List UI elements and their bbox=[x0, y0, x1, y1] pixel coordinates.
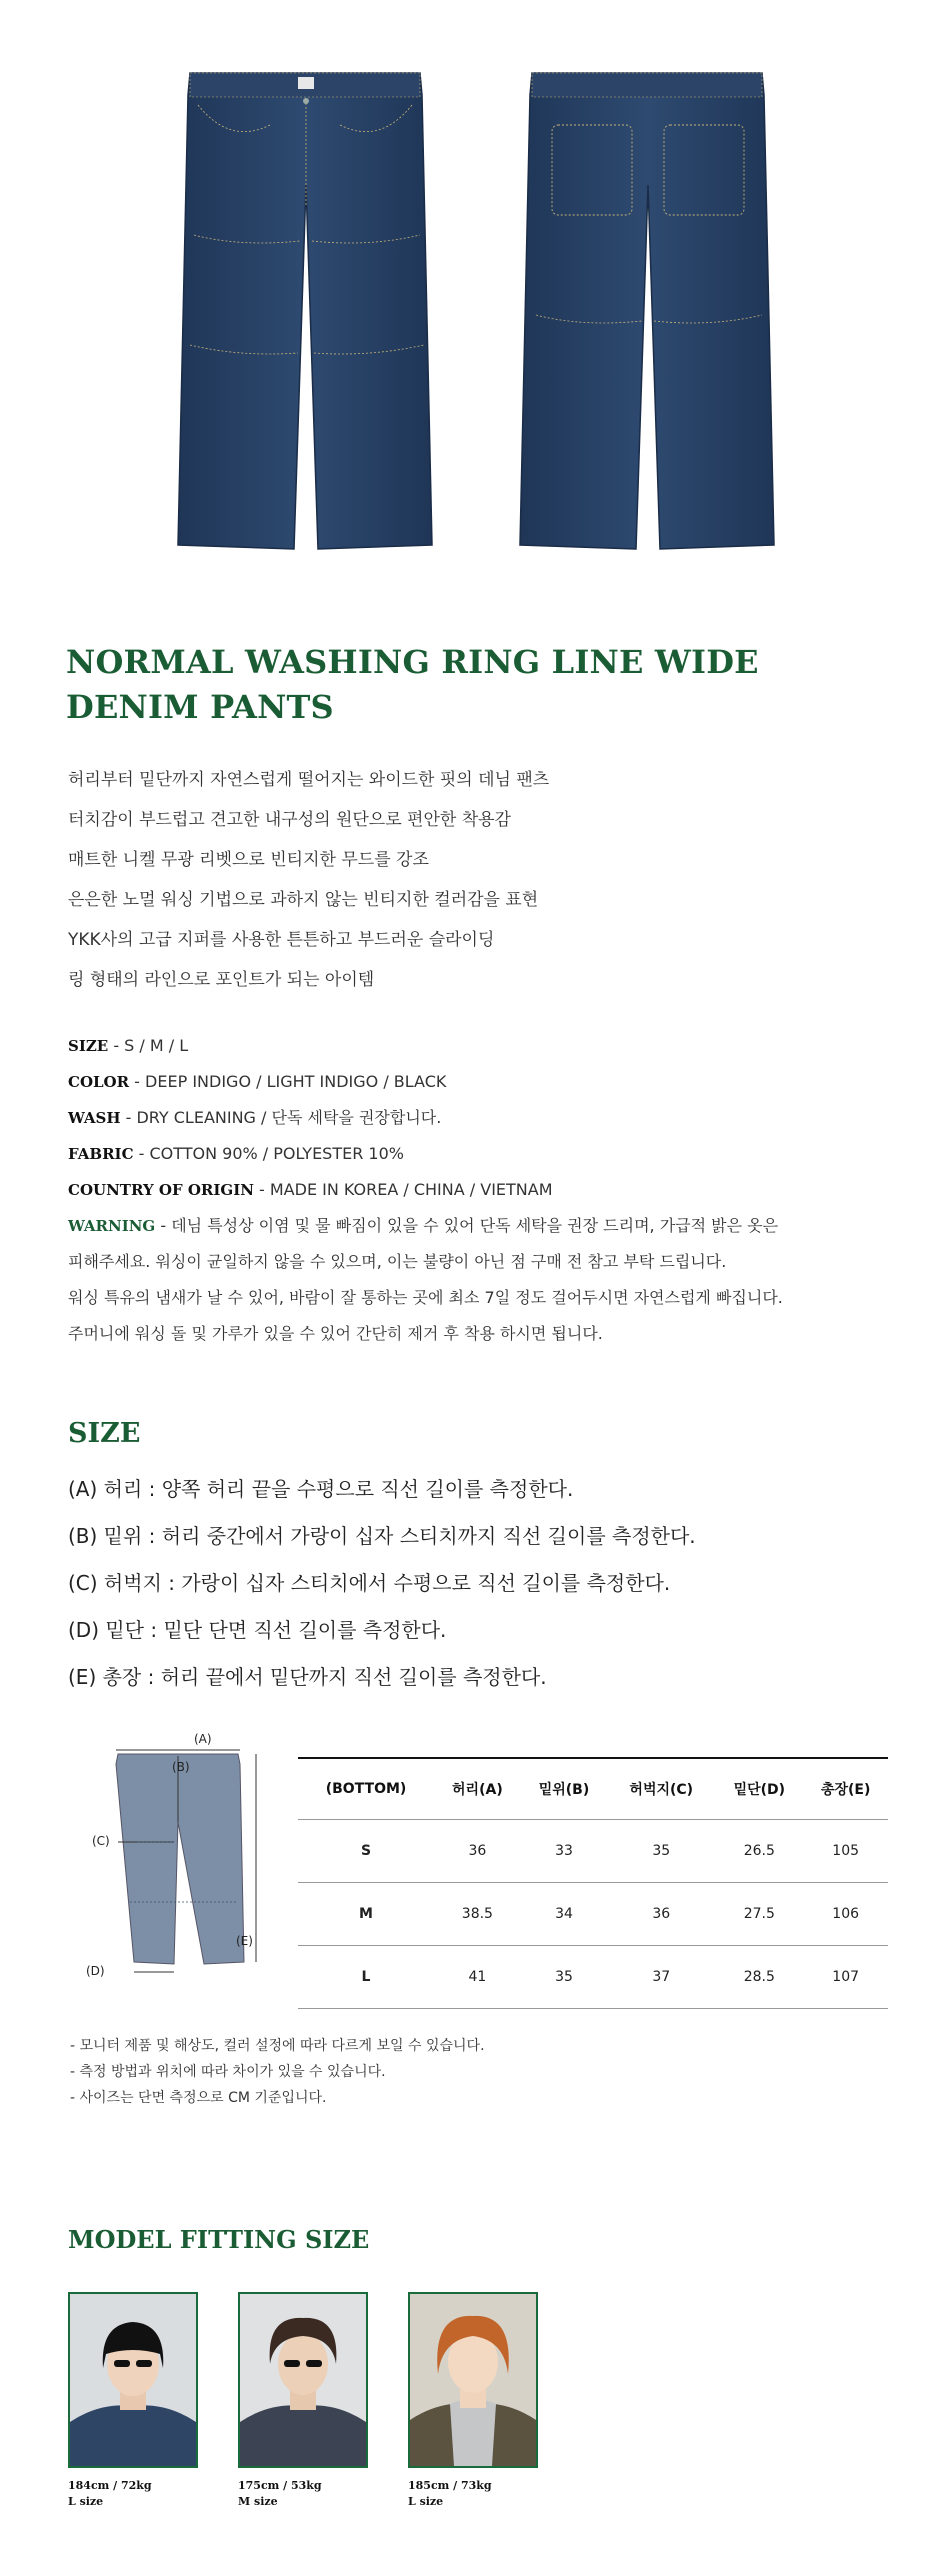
warning-text: - 데님 특성상 이염 및 물 빠짐이 있을 수 있어 단독 세탁을 권장 드리며, 가급적 밝은 옷은 bbox=[155, 1216, 779, 1235]
spec-warning-line: 워싱 특유의 냄새가 날 수 있어, 바람이 잘 통하는 곳에 최소 7일 정도 걸어두시면 자연스럽게 빠집니다. bbox=[68, 1288, 783, 1307]
model-size: L size bbox=[408, 2495, 444, 2508]
spec-key: COUNTRY OF ORIGIN bbox=[68, 1181, 254, 1199]
model-card bbox=[238, 2292, 368, 2510]
spec-fabric bbox=[68, 1136, 928, 1172]
spec-value: - DEEP INDIGO / LIGHT INDIGO / BLACK bbox=[129, 1072, 447, 1091]
description-line: 터치감이 부드럽고 견고한 내구성의 원단으로 편안한 착용감 bbox=[68, 810, 511, 830]
spec-value: - MADE IN KOREA / CHINA / VIETNAM bbox=[253, 1180, 553, 1199]
measure-line: (C) 허벅지 : 가랑이 십자 스티치에서 수평으로 직선 길이를 측정한다. bbox=[68, 1571, 671, 1595]
measure-line: (B) 밑위 : 허리 중간에서 가랑이 십자 스티치까지 직선 길이를 측정한다. bbox=[68, 1524, 696, 1548]
product-title-line1: NORMAL WASHING RING LINE WIDE bbox=[66, 643, 759, 681]
product-front-image bbox=[170, 65, 440, 565]
table-row bbox=[298, 1946, 888, 2009]
size-section-title: SIZE bbox=[68, 1418, 141, 1449]
table-cell: L bbox=[298, 1946, 434, 2009]
diagram-label-e: (E) bbox=[236, 1934, 253, 1948]
product-back-image bbox=[512, 65, 782, 565]
spec-color bbox=[68, 1064, 928, 1100]
spec-warning-line: 주머니에 워싱 돌 및 가루가 있을 수 있어 간단히 제거 후 착용 하시면 됩니다. bbox=[68, 1324, 603, 1343]
size-measure-guide bbox=[68, 1466, 888, 1701]
spec-key: SIZE bbox=[68, 1037, 109, 1055]
diagram-label-d: (D) bbox=[86, 1964, 105, 1978]
warning-key: WARNING bbox=[68, 1217, 156, 1235]
table-header-cell: 총장(E) bbox=[803, 1758, 888, 1820]
table-header-cell: 허벅지(C) bbox=[607, 1758, 715, 1820]
spec-size bbox=[68, 1028, 928, 1064]
table-header-cell: 허리(A) bbox=[434, 1758, 521, 1820]
spec-value: - COTTON 90% / POLYESTER 10% bbox=[133, 1144, 404, 1163]
product-spec bbox=[68, 1028, 928, 1352]
size-table-header bbox=[298, 1758, 888, 1820]
table-cell: 27.5 bbox=[715, 1883, 803, 1946]
description-line: 허리부터 밑단까지 자연스럽게 떨어지는 와이드한 핏의 데님 팬츠 bbox=[68, 770, 550, 790]
table-cell: 107 bbox=[803, 1946, 888, 2009]
table-cell: 34 bbox=[521, 1883, 607, 1946]
model-caption bbox=[68, 2478, 198, 2510]
table-cell: 38.5 bbox=[434, 1883, 521, 1946]
spec-warning-line: 피해주세요. 워싱이 균일하지 않을 수 있으며, 이는 불량이 아닌 점 구매 전 참고 부탁 드립니다. bbox=[68, 1252, 727, 1271]
table-cell: 35 bbox=[521, 1946, 607, 2009]
measure-line: (D) 밑단 : 밑단 단면 직선 길이를 측정한다. bbox=[68, 1618, 447, 1642]
model-fitting-title: MODEL FITTING SIZE bbox=[68, 2225, 370, 2254]
table-row bbox=[298, 1883, 888, 1946]
table-row bbox=[298, 1820, 888, 1883]
table-cell: S bbox=[298, 1820, 434, 1883]
note-line: - 사이즈는 단면 측정으로 CM 기준입니다. bbox=[70, 2090, 327, 2106]
table-cell: 41 bbox=[434, 1946, 521, 2009]
product-title-line2: DENIM PANTS bbox=[66, 688, 334, 726]
spec-wash bbox=[68, 1100, 928, 1136]
model-measure: 185cm / 73kg bbox=[408, 2479, 492, 2492]
model-card bbox=[68, 2292, 198, 2510]
spec-key: WASH bbox=[68, 1109, 121, 1127]
table-cell: 106 bbox=[803, 1883, 888, 1946]
spec-key: FABRIC bbox=[68, 1145, 134, 1163]
diagram-label-a: (A) bbox=[194, 1732, 212, 1746]
size-diagram bbox=[78, 1722, 278, 1982]
spec-value: - S / M / L bbox=[108, 1036, 189, 1055]
table-cell: 26.5 bbox=[715, 1820, 803, 1883]
model-caption bbox=[238, 2478, 368, 2510]
model-caption bbox=[408, 2478, 538, 2510]
table-cell: M bbox=[298, 1883, 434, 1946]
diagram-label-c: (C) bbox=[92, 1834, 110, 1848]
note-line: - 측정 방법과 위치에 따라 차이가 있을 수 있습니다. bbox=[70, 2064, 386, 2080]
model-measure: 175cm / 53kg bbox=[238, 2479, 322, 2492]
product-title bbox=[66, 640, 766, 730]
model-photo bbox=[408, 2292, 538, 2468]
spec-warning bbox=[68, 1208, 928, 1244]
spec-key: COLOR bbox=[68, 1073, 130, 1091]
model-photo bbox=[238, 2292, 368, 2468]
table-cell: 36 bbox=[607, 1883, 715, 1946]
table-cell: 36 bbox=[434, 1820, 521, 1883]
description-line: 매트한 니켈 무광 리벳으로 빈티지한 무드를 강조 bbox=[68, 850, 429, 870]
diagram-label-b: (B) bbox=[172, 1760, 190, 1774]
note-line: - 모니터 제품 및 해상도, 컬러 설정에 따라 다르게 보일 수 있습니다. bbox=[70, 2038, 485, 2054]
table-cell: 37 bbox=[607, 1946, 715, 2009]
table-cell: 105 bbox=[803, 1820, 888, 1883]
description-line: 은은한 노멀 워싱 기법으로 과하지 않는 빈티지한 컬러감을 표현 bbox=[68, 890, 539, 910]
size-notes bbox=[70, 2033, 770, 2111]
table-cell: 33 bbox=[521, 1820, 607, 1883]
spec-origin bbox=[68, 1172, 928, 1208]
model-measure: 184cm / 72kg bbox=[68, 2479, 152, 2492]
measure-line: (A) 허리 : 양쪽 허리 끝을 수평으로 직선 길이를 측정한다. bbox=[68, 1477, 574, 1501]
table-cell: 35 bbox=[607, 1820, 715, 1883]
description-line: 링 형태의 라인으로 포인트가 되는 아이템 bbox=[68, 970, 375, 990]
product-description bbox=[68, 760, 888, 1000]
description-line: YKK사의 고급 지퍼를 사용한 튼튼하고 부드러운 슬라이딩 bbox=[68, 930, 495, 950]
table-header-cell: (BOTTOM) bbox=[298, 1758, 434, 1820]
model-size: M size bbox=[238, 2495, 278, 2508]
table-header-cell: 밑단(D) bbox=[715, 1758, 803, 1820]
measure-line: (E) 총장 : 허리 끝에서 밑단까지 직선 길이를 측정한다. bbox=[68, 1665, 547, 1689]
spec-value: - DRY CLEANING / 단독 세탁을 권장합니다. bbox=[120, 1108, 442, 1127]
model-card bbox=[408, 2292, 538, 2510]
table-cell: 28.5 bbox=[715, 1946, 803, 2009]
model-photo bbox=[68, 2292, 198, 2468]
model-size: L size bbox=[68, 2495, 104, 2508]
table-header-cell: 밑위(B) bbox=[521, 1758, 607, 1820]
size-table bbox=[298, 1757, 888, 2009]
